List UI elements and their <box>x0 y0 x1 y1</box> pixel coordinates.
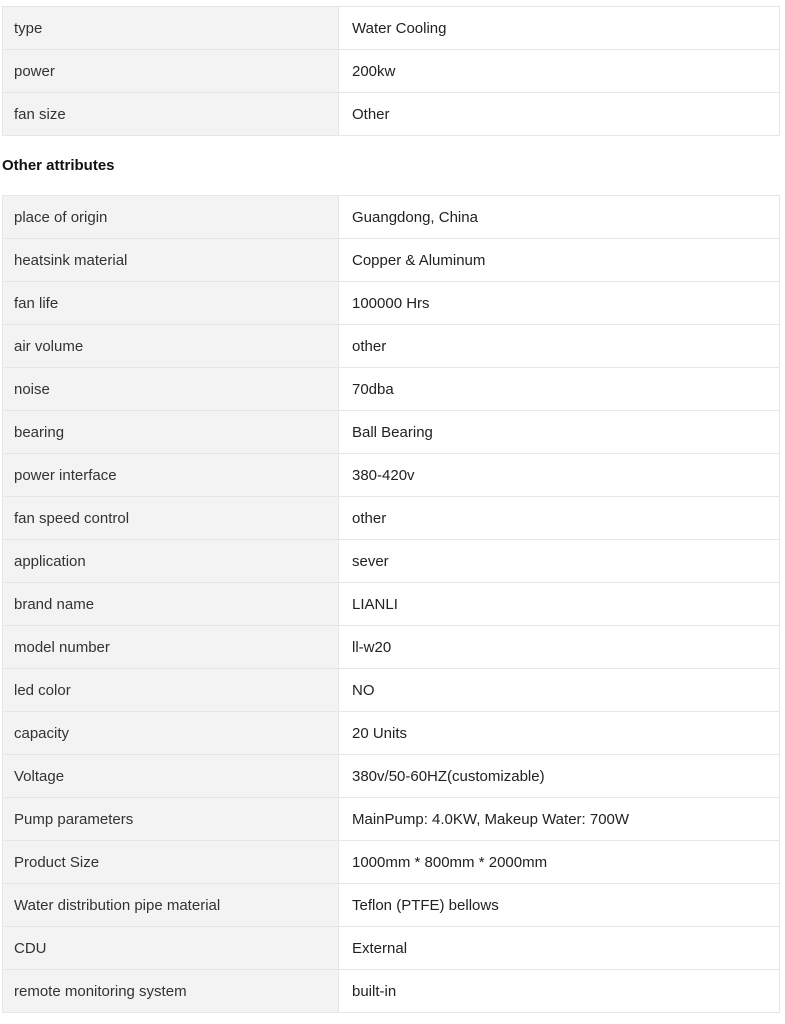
table-row <box>3 239 780 282</box>
table-row <box>3 841 780 884</box>
attribute-value: Other <box>339 93 780 136</box>
table-row <box>3 282 780 325</box>
table-row <box>3 497 780 540</box>
table-row <box>3 7 780 50</box>
attribute-label: application <box>3 540 339 583</box>
table-row <box>3 970 780 1013</box>
attribute-value: External <box>339 927 780 970</box>
table-row <box>3 583 780 626</box>
attribute-label: Pump parameters <box>3 798 339 841</box>
table-row <box>3 884 780 927</box>
attribute-label: fan size <box>3 93 339 136</box>
attribute-label: fan speed control <box>3 497 339 540</box>
other-attributes-heading: Other attributes <box>2 157 115 174</box>
table-row <box>3 755 780 798</box>
attribute-label: fan life <box>3 282 339 325</box>
attribute-value: other <box>339 497 780 540</box>
attribute-value: 70dba <box>339 368 780 411</box>
table-row <box>3 626 780 669</box>
attribute-label: power <box>3 50 339 93</box>
attribute-label: heatsink material <box>3 239 339 282</box>
attribute-value: Water Cooling <box>339 7 780 50</box>
table-row <box>3 93 780 136</box>
attribute-label: air volume <box>3 325 339 368</box>
attribute-label: bearing <box>3 411 339 454</box>
attribute-label: capacity <box>3 712 339 755</box>
table-row <box>3 798 780 841</box>
attribute-label: led color <box>3 669 339 712</box>
attribute-value: NO <box>339 669 780 712</box>
table-row <box>3 712 780 755</box>
attribute-value: 20 Units <box>339 712 780 755</box>
attribute-label: CDU <box>3 927 339 970</box>
table-row <box>3 669 780 712</box>
attribute-value: MainPump: 4.0KW, Makeup Water: 700W <box>339 798 780 841</box>
attribute-label: place of origin <box>3 196 339 239</box>
table-row <box>3 50 780 93</box>
attribute-label: brand name <box>3 583 339 626</box>
table-row <box>3 196 780 239</box>
table-row <box>3 540 780 583</box>
attribute-value: 100000 Hrs <box>339 282 780 325</box>
attribute-label: Water distribution pipe material <box>3 884 339 927</box>
attribute-value: Teflon (PTFE) bellows <box>339 884 780 927</box>
attribute-value: 380v/50-60HZ(customizable) <box>339 755 780 798</box>
attribute-label: power interface <box>3 454 339 497</box>
attribute-value: Guangdong, China <box>339 196 780 239</box>
attribute-value: built-in <box>339 970 780 1013</box>
table-row <box>3 411 780 454</box>
attribute-value: sever <box>339 540 780 583</box>
attribute-value: Copper & Aluminum <box>339 239 780 282</box>
attribute-label: model number <box>3 626 339 669</box>
attribute-label: remote monitoring system <box>3 970 339 1013</box>
attribute-label: type <box>3 7 339 50</box>
table-row <box>3 454 780 497</box>
attribute-value: LIANLI <box>339 583 780 626</box>
attribute-value: ll-w20 <box>339 626 780 669</box>
attribute-label: noise <box>3 368 339 411</box>
table-row <box>3 927 780 970</box>
attribute-value: Ball Bearing <box>339 411 780 454</box>
other-attributes-table <box>2 195 780 1013</box>
attribute-label: Voltage <box>3 755 339 798</box>
attribute-value: 1000mm * 800mm * 2000mm <box>339 841 780 884</box>
attribute-value: other <box>339 325 780 368</box>
attribute-value: 200kw <box>339 50 780 93</box>
key-attributes-table <box>2 6 780 136</box>
attribute-label: Product Size <box>3 841 339 884</box>
table-row <box>3 325 780 368</box>
table-row <box>3 368 780 411</box>
attribute-value: 380-420v <box>339 454 780 497</box>
